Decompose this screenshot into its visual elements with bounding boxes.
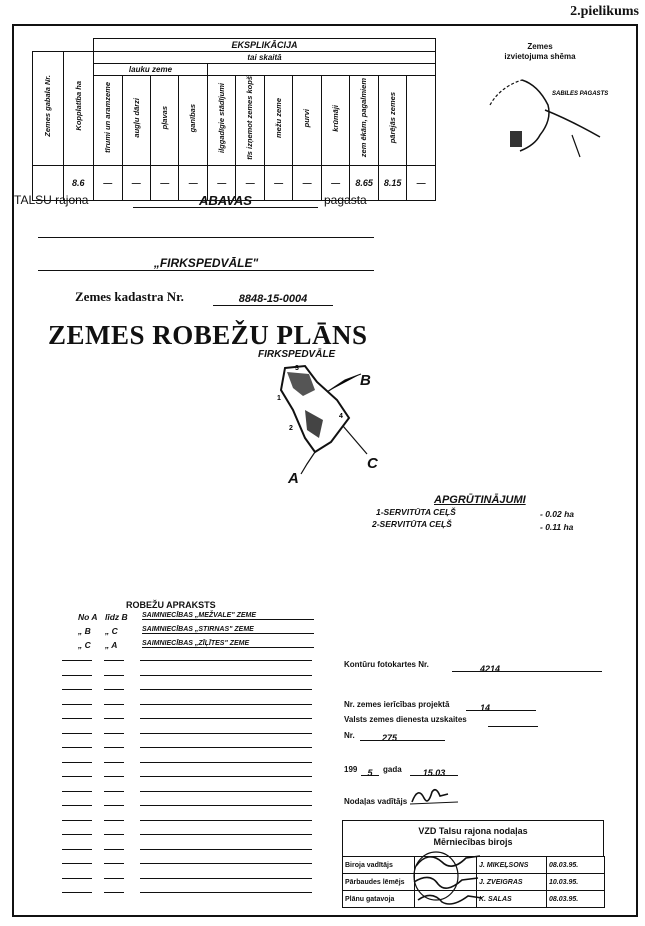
blank-rule	[140, 863, 312, 864]
encumbrances-title: APGRŪTINĀJUMI	[434, 494, 526, 506]
region-prefix: TALSU rajona	[14, 193, 89, 207]
blank-rule	[140, 776, 312, 777]
map-field	[452, 659, 602, 672]
point-b-label: B	[360, 372, 371, 389]
blank-rule	[62, 776, 92, 777]
blank-rule	[140, 878, 312, 879]
point-a-label: A	[288, 470, 299, 487]
date-field	[410, 763, 458, 776]
blank-rule	[140, 718, 312, 719]
blank-rule	[140, 733, 312, 734]
region-suffix: pagasta	[324, 193, 367, 207]
blank-rule	[62, 791, 92, 792]
blank-rule	[104, 747, 124, 748]
head-signature	[408, 784, 468, 806]
blank-rule	[140, 747, 312, 748]
val-meadows: —	[151, 165, 179, 200]
col-parcel-nr: Zemes gabala Nr.	[33, 52, 64, 166]
property-name: „FIRKSPEDVĀLE"	[153, 256, 259, 270]
val-forest: —	[264, 165, 292, 200]
blank-rule	[62, 675, 92, 676]
blank-rule	[140, 689, 312, 690]
val-blank: —	[407, 165, 436, 200]
boundary-row-2-from: „ B	[78, 626, 91, 636]
blank-rule	[62, 863, 92, 864]
cadastre-number: 8848-15-0004	[238, 293, 308, 305]
blank-rule	[62, 820, 92, 821]
val-remaining: 8.15	[378, 165, 406, 200]
explication-title: EKSPLIKĀCIJA	[94, 39, 436, 52]
svg-text:4: 4	[339, 413, 343, 420]
attachment-label: 2.pielikums	[570, 4, 639, 19]
boundary-title: ROBEŽU APRAKSTS	[126, 600, 216, 610]
blank-rule	[62, 704, 92, 705]
col-orchards: augļu dārzi	[122, 76, 150, 166]
blank-rule	[62, 849, 92, 850]
office-line-2: Mērniecības birojs	[433, 837, 513, 847]
sign-role: Plānu gatavoja	[343, 891, 415, 908]
sign-name: J. ZVEIGRAS	[477, 874, 547, 891]
plan-subtitle: FIRKSPEDVĀLE	[258, 349, 336, 360]
boundary-row-2-desc: SAIMNIECĪBAS „STIRNAS" ZEME	[142, 626, 314, 634]
blank-rule	[140, 762, 312, 763]
blank-rule	[104, 791, 124, 792]
project-field	[466, 698, 536, 711]
blank-rule	[104, 704, 124, 705]
col-total-area: Kopplatība ha	[63, 52, 94, 166]
boundary-row-1-desc: SAIMNIECĪBAS „MEŽVALE" ZEME	[142, 612, 314, 620]
blank-rule	[62, 689, 92, 690]
col-perennial: ilggadīgie stādījumi	[207, 76, 235, 166]
office-line-1: VZD Talsu rajona nodaļas	[418, 826, 528, 836]
blank-rule	[104, 675, 124, 676]
val-perennial: —	[207, 165, 235, 200]
blank-rule	[104, 892, 124, 893]
boundary-row-3-to: „ A	[105, 640, 118, 650]
boundary-row-3-from: „ C	[78, 640, 91, 650]
nr-value: 275	[382, 733, 398, 743]
nr-field	[360, 728, 445, 741]
boundary-row-1-to: līdz B	[105, 612, 128, 622]
blank-rule	[62, 660, 92, 661]
boundary-row-3-desc: SAIMNIECĪBAS „ZĪĻĪTES" ZEME	[142, 640, 314, 648]
blank-rule	[104, 820, 124, 821]
cadastre-label: Zemes kadastra Nr.	[75, 289, 184, 304]
registry-label: Valsts zemes dienesta uzskaites	[344, 715, 467, 724]
year-digit: 5	[367, 768, 373, 778]
col-blank	[407, 76, 436, 166]
point-c-label: C	[367, 455, 378, 472]
blank-line-1	[38, 237, 374, 238]
blank-rule	[104, 733, 124, 734]
sign-date: 08.03.95.	[547, 857, 605, 874]
blank-rule	[104, 805, 124, 806]
sign-date: 10.03.95.	[547, 874, 605, 891]
registry-line	[488, 726, 538, 727]
region-parish: ABAVAS	[199, 193, 252, 208]
blank-rule	[104, 660, 124, 661]
scheme-title: Zemes izvietojuma shēma	[504, 42, 576, 61]
blank-rule	[62, 733, 92, 734]
val-shrubs: —	[321, 165, 349, 200]
cadastre-field	[213, 289, 333, 306]
plan-title: ZEMES ROBEŽU PLĀNS	[48, 320, 368, 350]
project-label: Nr. zemes ierīcības projektā	[344, 700, 450, 709]
blank-rule	[104, 718, 124, 719]
col-arable: tīrumi un aramzeme	[94, 76, 122, 166]
boundary-row-2-to: „ C	[105, 626, 118, 636]
blank-rule	[104, 863, 124, 864]
blank-rule	[140, 820, 312, 821]
blank-rule	[62, 834, 92, 835]
head-label: Nodaļas vadītājs	[344, 797, 408, 806]
encumbrance-1: 1-SERVITŪTA CEĻŠ	[376, 507, 456, 517]
col-bogs: purvi	[293, 76, 321, 166]
blank-rule	[104, 878, 124, 879]
col-excluding: tīs izņemot zemes kopš	[236, 76, 264, 166]
blank-rule	[104, 762, 124, 763]
col-farmland: lauku zeme	[94, 64, 208, 76]
project-value: 14	[480, 703, 491, 713]
year-prefix: 199	[344, 765, 358, 774]
val-buildings: 8.65	[350, 165, 378, 200]
blank-rule	[62, 892, 92, 893]
blank-rule	[140, 791, 312, 792]
sign-role: Pārbaudes lēmējs	[343, 874, 415, 891]
scheme-label: SABILES PAGASTS	[552, 91, 609, 97]
blank-rule	[104, 776, 124, 777]
sign-date: 08.03.95.	[547, 891, 605, 908]
encumbrance-1-area: - 0.02 ha	[540, 509, 575, 519]
col-forest: mežu zeme	[264, 76, 292, 166]
val-bogs: —	[293, 165, 321, 200]
date-value: 15.03	[422, 768, 446, 778]
year-field	[361, 763, 379, 776]
stamp-signatures	[408, 846, 488, 908]
col-meadows: pļavas	[151, 76, 179, 166]
blank-rule	[104, 849, 124, 850]
val-orchards: —	[122, 165, 150, 200]
encumbrance-2: 2-SERVITŪTA CEĻŠ	[372, 519, 452, 529]
col-other	[207, 64, 435, 76]
blank-rule	[62, 718, 92, 719]
val-total: 8.6	[63, 165, 94, 200]
svg-text:2: 2	[289, 425, 293, 432]
col-shrubs: krūmāji	[321, 76, 349, 166]
blank-rule	[62, 805, 92, 806]
blank-rule	[140, 660, 312, 661]
blank-rule	[104, 834, 124, 835]
boundary-row-1-from: No A	[78, 612, 98, 622]
svg-text:1: 1	[277, 395, 281, 402]
blank-rule	[62, 762, 92, 763]
val-arable: —	[94, 165, 122, 200]
blank-rule	[140, 704, 312, 705]
blank-rule	[140, 805, 312, 806]
blank-rule	[104, 689, 124, 690]
explication-subtitle: tai skaitā	[94, 52, 436, 64]
explication-table	[32, 38, 436, 201]
year-word: gada	[383, 765, 402, 774]
col-pastures: ganības	[179, 76, 207, 166]
val-pastures: —	[179, 165, 207, 200]
property-name-field	[38, 254, 374, 271]
blank-rule	[140, 849, 312, 850]
encumbrance-2-area: - 0.11 ha	[540, 522, 574, 532]
val-excluding: —	[236, 165, 264, 200]
col-remaining: pārējās zemes	[378, 76, 406, 166]
col-buildings: zem ēkām, pagalmiem	[350, 76, 378, 166]
region-parish-field	[133, 192, 318, 208]
sign-name: K. SALAS	[477, 891, 547, 908]
sign-name: J. MIKEĻSONS	[477, 857, 547, 874]
blank-rule	[62, 747, 92, 748]
map-value: 4214	[480, 664, 501, 674]
blank-rule	[140, 675, 312, 676]
svg-text:3: 3	[295, 365, 299, 372]
blank-rule	[140, 892, 312, 893]
blank-rule	[140, 834, 312, 835]
blank-rule	[62, 878, 92, 879]
sign-role: Biroja vadītājs	[343, 857, 415, 874]
nr-label: Nr.	[344, 731, 355, 740]
location-scheme-sketch	[480, 65, 620, 175]
map-label: Kontūru fotokartes Nr.	[344, 660, 429, 669]
